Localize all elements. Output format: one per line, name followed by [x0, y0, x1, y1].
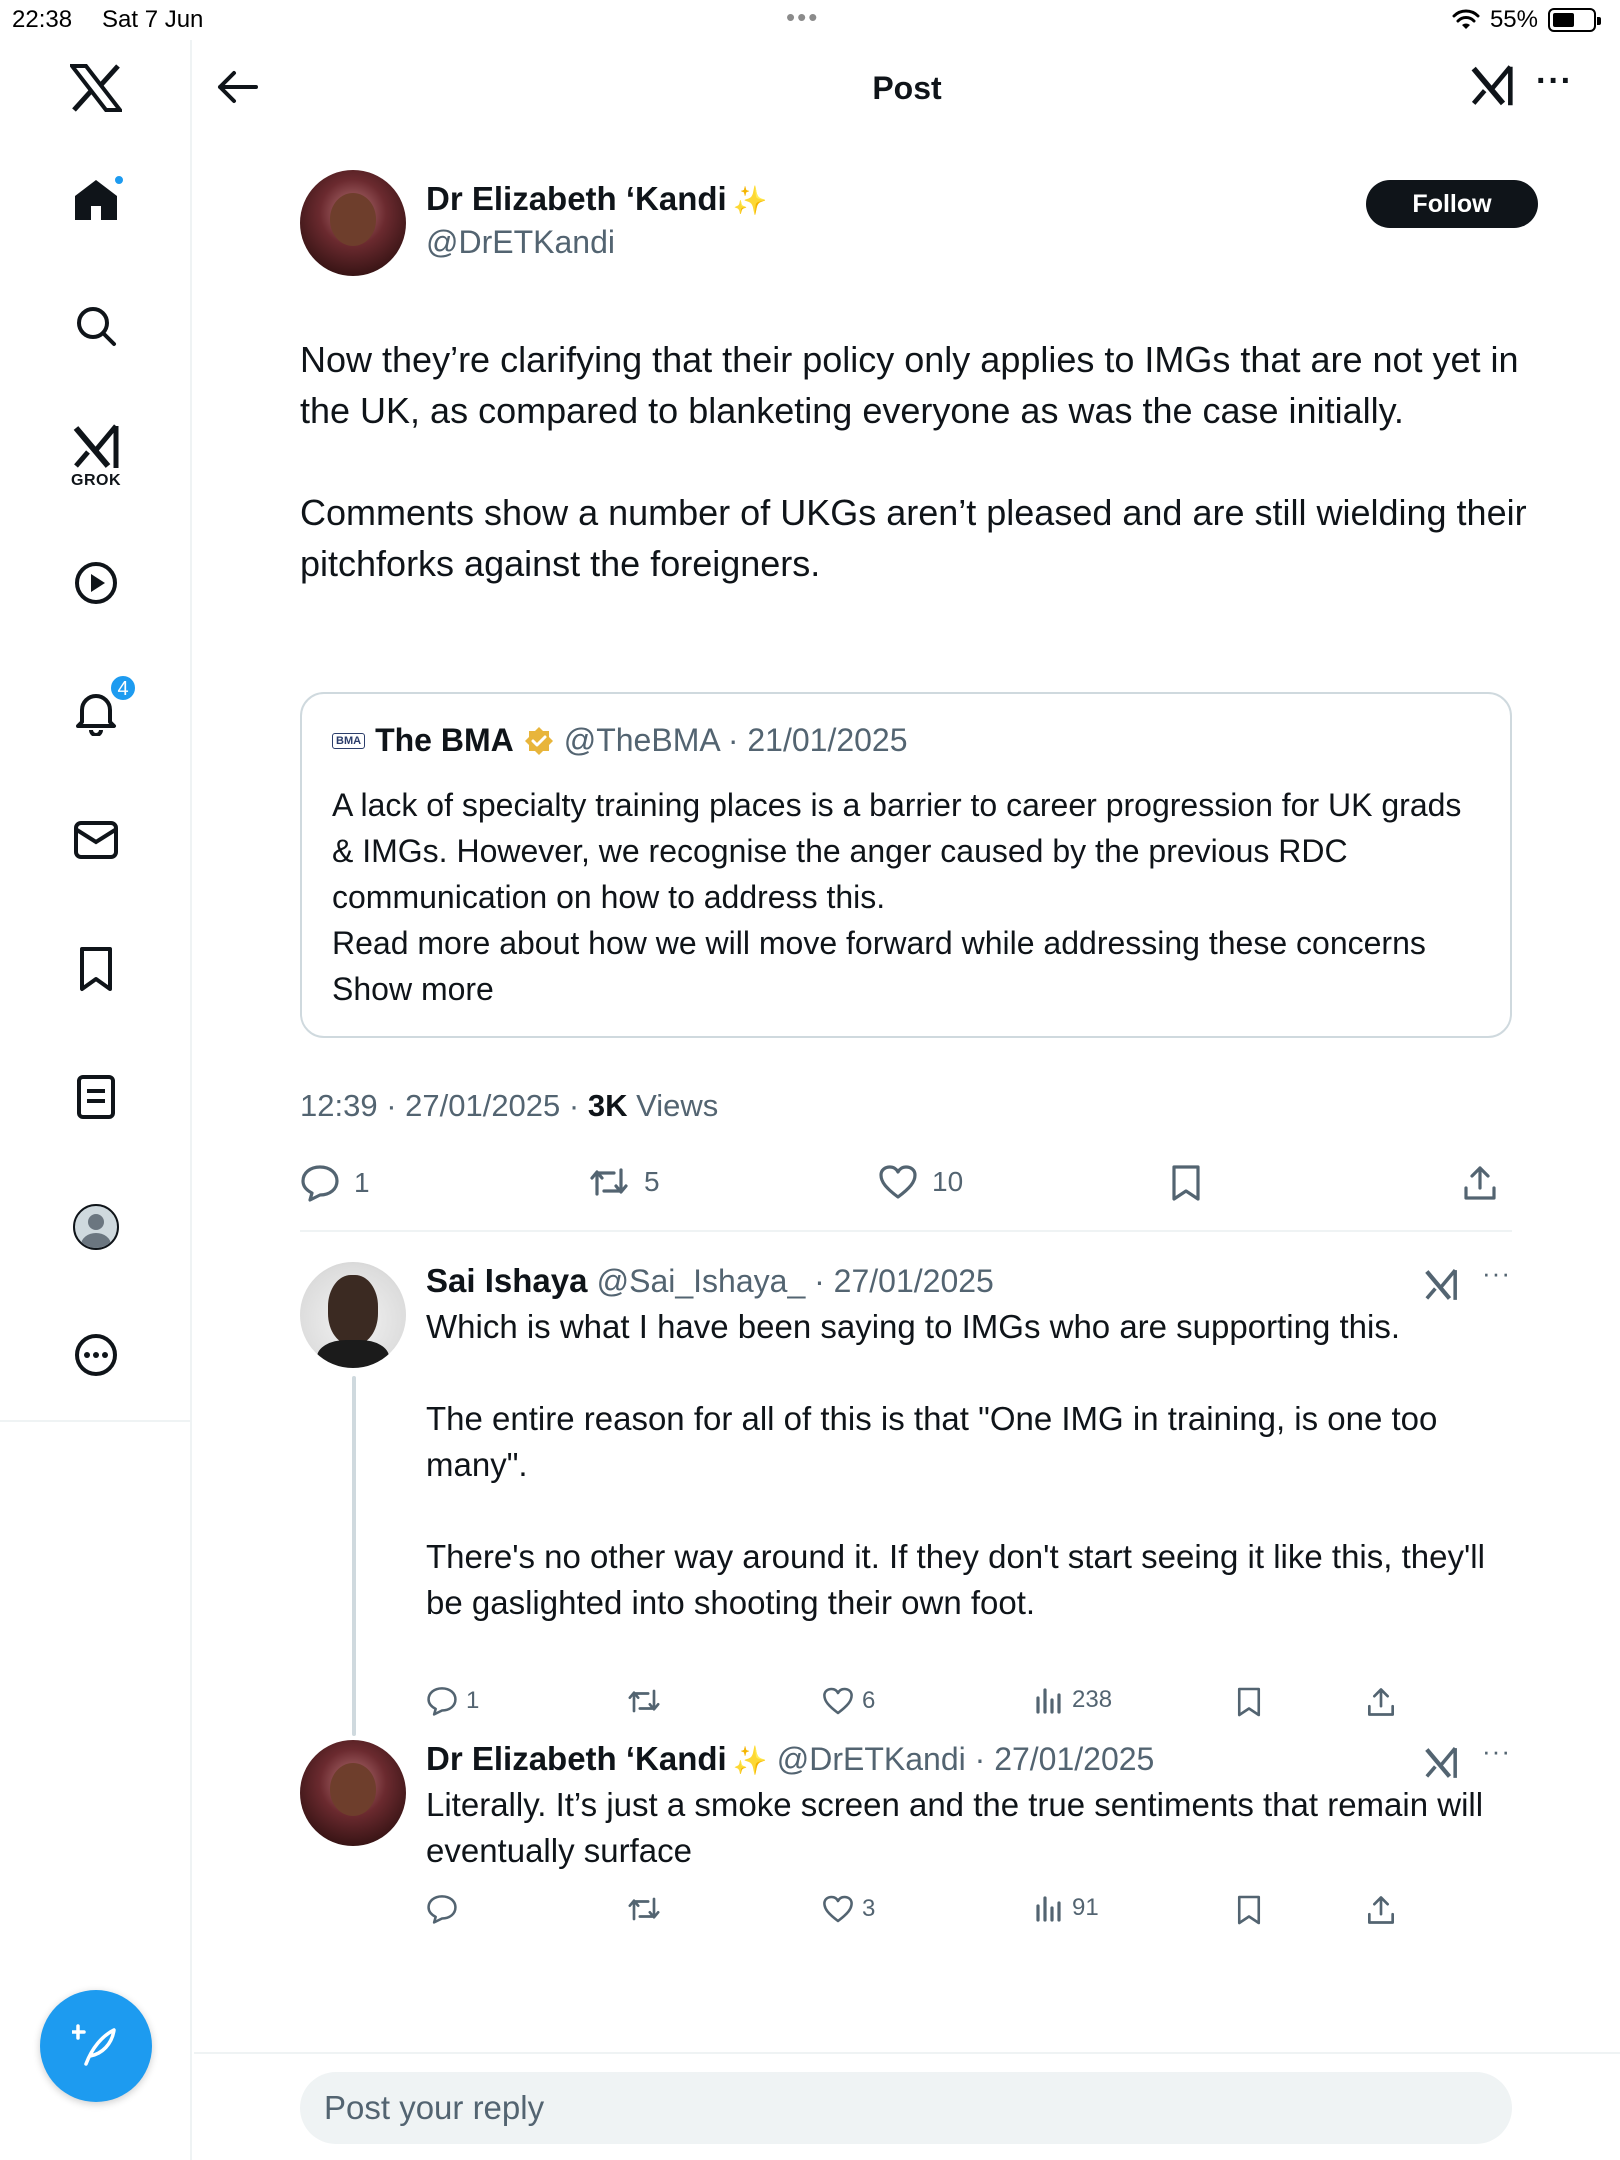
- sparkle-icon: ✨: [732, 185, 768, 216]
- reply-paragraph: Literally. It’s just a smoke screen and the true sentiments that remain will eventually surface: [426, 1786, 1484, 1869]
- reply-count: 1: [466, 1687, 480, 1714]
- share-button[interactable]: [1462, 1164, 1498, 1202]
- heart-icon: [878, 1164, 918, 1200]
- sidebar-item-more[interactable]: [73, 1332, 119, 1378]
- post-text: [300, 334, 1540, 589]
- repost-count: 5: [644, 1166, 660, 1197]
- verified-badge-icon: [524, 726, 554, 756]
- post-paragraph: Now they’re clarifying that their policy only applies to IMGs that are not yet in the UK, as compared to blanketing everyone as was the case initially.: [300, 339, 1519, 431]
- reply-button[interactable]: [300, 1164, 370, 1202]
- grok-icon: [1424, 1268, 1458, 1302]
- reply-paragraph: The entire reason for all of this is that "One IMG in training, is one too many".: [426, 1400, 1438, 1483]
- views-label: Views: [627, 1088, 719, 1123]
- sidebar-item-bookmarks[interactable]: [77, 946, 115, 992]
- quoted-post-text: [332, 782, 1482, 1012]
- sidebar-item-videos[interactable]: [73, 560, 119, 606]
- reply-post[interactable]: [300, 1736, 1540, 1980]
- status-bar: [0, 0, 1620, 40]
- post-timestamp-views: [300, 1088, 718, 1124]
- grok-reply-button[interactable]: [1424, 1746, 1458, 1785]
- bookmark-button[interactable]: [1170, 1164, 1202, 1202]
- quoted-author-name: The BMA: [375, 722, 514, 758]
- main-column: [194, 40, 1620, 2160]
- wifi-icon: [1452, 9, 1480, 31]
- sidebar-item-explore[interactable]: [74, 304, 118, 348]
- reply-actions: [426, 1894, 1426, 1934]
- share-button[interactable]: [1366, 1894, 1396, 1926]
- search-icon: [74, 304, 118, 348]
- reply-handle-date: @DrETKandi · 27/01/2025: [776, 1741, 1155, 1777]
- views-count: 3K: [587, 1088, 628, 1123]
- reply-composer-bar: [194, 2052, 1620, 2160]
- post-author-handle[interactable]: @DrETKandi: [426, 224, 615, 260]
- reply-handle-date: @Sai_Ishaya_ · 27/01/2025: [596, 1263, 994, 1299]
- page-title: Post: [872, 70, 942, 106]
- share-icon: [1366, 1894, 1396, 1926]
- reply-text: [426, 1782, 1516, 1874]
- repost-button[interactable]: [626, 1894, 670, 1924]
- reply-paragraph: There's no other way around it. If they don't start seeing it like this, they'll be gaslighted into shooting their own foot.: [426, 1538, 1485, 1621]
- thread-connector-line: [352, 1376, 356, 1736]
- bookmark-icon: [1236, 1894, 1262, 1926]
- more-options-button[interactable]: ···: [1536, 62, 1573, 100]
- post-timestamp[interactable]: 12:39 · 27/01/2025 ·: [300, 1088, 588, 1123]
- notification-badge: 4: [109, 674, 137, 702]
- views-count: 238: [1072, 1686, 1113, 1713]
- views-button[interactable]: [1034, 1686, 1112, 1714]
- repost-icon: [626, 1894, 662, 1924]
- reply-author-name[interactable]: Sai Ishaya: [426, 1262, 588, 1299]
- post-author-row: [426, 180, 768, 218]
- reply-button[interactable]: [426, 1894, 466, 1924]
- bma-logo: BMA: [332, 733, 365, 749]
- status-time: 22:38: [12, 6, 73, 33]
- reply-author-name[interactable]: Dr Elizabeth ‘Kandi: [426, 1740, 727, 1777]
- repost-button[interactable]: [626, 1686, 670, 1716]
- home-notification-dot: [113, 174, 125, 186]
- like-count: 3: [862, 1895, 876, 1922]
- post-author-name[interactable]: Dr Elizabeth ‘Kandi: [426, 180, 727, 217]
- mail-icon: [73, 820, 119, 860]
- battery-fill: [1553, 13, 1574, 27]
- bookmark-icon: [77, 946, 115, 992]
- reply-post[interactable]: [300, 1258, 1540, 1752]
- reply-more-icon[interactable]: ···: [1482, 1736, 1511, 1766]
- follow-button[interactable]: Follow: [1366, 180, 1538, 228]
- sparkle-icon: ✨: [732, 1745, 768, 1776]
- grok-header-button[interactable]: [1470, 64, 1514, 113]
- bookmark-button[interactable]: [1236, 1894, 1262, 1926]
- grok-label: GROK: [71, 472, 121, 489]
- battery-icon: [1548, 8, 1596, 32]
- share-icon: [1462, 1164, 1498, 1202]
- grok-icon: [72, 424, 120, 470]
- reply-text: [426, 1304, 1516, 1626]
- views-count: 91: [1072, 1894, 1099, 1921]
- profile-icon: [73, 1204, 119, 1250]
- grok-reply-button[interactable]: [1424, 1268, 1458, 1307]
- reply-input[interactable]: Post your reply: [300, 2072, 1512, 2144]
- compose-icon: [72, 2022, 120, 2070]
- like-button[interactable]: [822, 1894, 875, 1924]
- reply-count: 1: [354, 1167, 370, 1198]
- reply-header: [426, 1262, 994, 1300]
- compose-post-button[interactable]: [40, 1990, 152, 2102]
- bookmark-button[interactable]: [1236, 1686, 1262, 1718]
- reply-icon: [300, 1164, 340, 1202]
- quoted-post-card[interactable]: [300, 692, 1512, 1038]
- quoted-paragraph: Read more about how we will move forward while addressing these concerns: [332, 925, 1426, 961]
- reply-header: [426, 1740, 1154, 1778]
- reply-paragraph: Which is what I have been saying to IMGs who are supporting this.: [426, 1308, 1400, 1345]
- reply-icon: [426, 1686, 458, 1716]
- grok-icon: [1470, 64, 1514, 108]
- like-button[interactable]: [822, 1686, 875, 1716]
- share-icon: [1366, 1686, 1396, 1718]
- show-more-link[interactable]: Show more: [332, 971, 494, 1007]
- list-icon: [76, 1074, 116, 1120]
- avatar[interactable]: [300, 1262, 406, 1368]
- play-icon: [73, 560, 119, 606]
- sidebar-item-profile[interactable]: [73, 1204, 119, 1250]
- home-icon: [73, 176, 119, 222]
- sidebar-item-notifications[interactable]: [73, 678, 129, 736]
- status-indicators: [1452, 6, 1596, 34]
- divider: [300, 1230, 1512, 1232]
- sidebar-item-grok[interactable]: [71, 424, 121, 490]
- sidebar: [0, 40, 192, 2160]
- grok-icon: [1424, 1746, 1458, 1780]
- reply-icon: [426, 1894, 458, 1924]
- views-chart-icon: [1034, 1686, 1064, 1714]
- post-actions: [300, 1164, 1540, 1224]
- sidebar-item-messages[interactable]: [73, 820, 119, 860]
- views-chart-icon: [1034, 1894, 1064, 1922]
- reply-actions: [426, 1686, 1426, 1726]
- heart-icon: [822, 1894, 854, 1924]
- quoted-post-header: [332, 722, 908, 759]
- sidebar-item-home[interactable]: [73, 176, 119, 222]
- heart-icon: [822, 1686, 854, 1716]
- reply-more-icon[interactable]: ···: [1482, 1258, 1511, 1288]
- sidebar-divider: [0, 1420, 192, 1422]
- post-paragraph: Comments show a number of UKGs aren’t pleased and are still wielding their pitchforks against the foreigners.: [300, 492, 1527, 584]
- avatar[interactable]: [300, 1740, 406, 1846]
- x-logo-icon[interactable]: [70, 64, 122, 112]
- status-date: Sat 7 Jun: [102, 6, 204, 33]
- battery-percent: 55%: [1489, 6, 1538, 33]
- like-count: 10: [932, 1166, 964, 1197]
- more-circle-icon: [73, 1332, 119, 1378]
- quoted-paragraph: A lack of specialty training places is a barrier to career progression for UK grads & IMGs. However, we recognise the anger caused by the previous RDC communication on how to address this.: [332, 787, 1462, 915]
- multitasking-dots-icon[interactable]: •••: [786, 2, 820, 32]
- sidebar-item-lists[interactable]: [76, 1074, 116, 1120]
- bookmark-icon: [1170, 1164, 1202, 1202]
- quoted-handle-date: @TheBMA · 21/01/2025: [563, 722, 908, 758]
- views-button[interactable]: [1034, 1894, 1099, 1922]
- share-button[interactable]: [1366, 1686, 1396, 1718]
- like-count: 6: [862, 1687, 876, 1714]
- reply-button[interactable]: [426, 1686, 479, 1716]
- like-button[interactable]: [878, 1164, 963, 1200]
- bookmark-icon: [1236, 1686, 1262, 1718]
- repost-icon: [588, 1164, 630, 1200]
- avatar[interactable]: [300, 170, 406, 276]
- repost-button[interactable]: [588, 1164, 660, 1200]
- repost-icon: [626, 1686, 662, 1716]
